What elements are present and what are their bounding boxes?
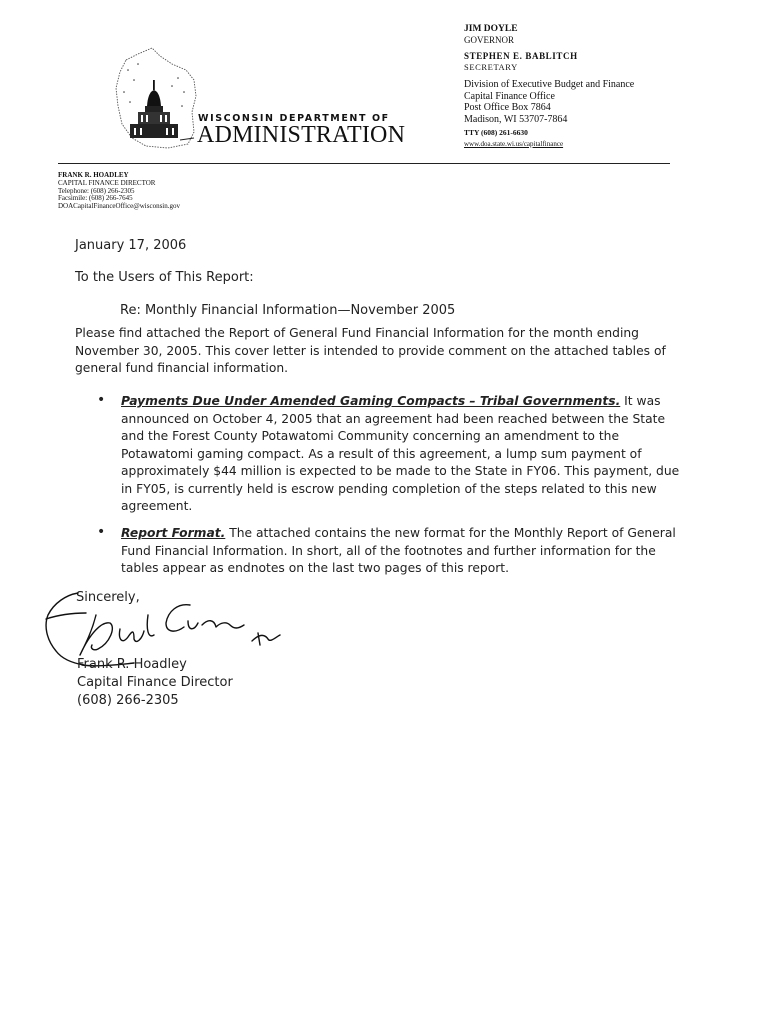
bullet-heading: Payments Due Under Amended Gaming Compacts – Tribal Governments.: [121, 394, 621, 408]
office-line: Capital Finance Office: [464, 90, 555, 102]
signer-phone: (608) 266-2305: [77, 693, 179, 708]
secretary-title: SECRETARY: [464, 61, 518, 72]
letterhead-officials: [464, 24, 764, 150]
governor-name: JIM DOYLE: [464, 24, 518, 34]
bullet-dot-icon: •: [97, 524, 106, 540]
bullet-heading: Report Format.: [121, 526, 226, 540]
bullet-item: [121, 393, 681, 516]
department-name-line2: ADMINISTRATION: [197, 122, 406, 148]
signer-name: Frank R. Hoadley: [77, 657, 187, 672]
contact-title: CAPITAL FINANCE DIRECTOR: [58, 178, 156, 187]
re-line: Re: Monthly Financial Information—November 2005: [120, 303, 456, 318]
closing: Sincerely,: [76, 590, 140, 605]
office-line: Division of Executive Budget and Finance: [464, 79, 635, 91]
bullet-text: The attached contains the new format for the Monthly Report of General Fund Financial Information. In short, all of the footnotes and further information for the tables appear as endnotes on the last two pages of this report.: [121, 526, 676, 575]
salutation: To the Users of This Report:: [75, 270, 254, 285]
bullet-text: It was announced on October 4, 2005 that an agreement had been reached between the State and the Forest County Potawatomi Community concerning an amendment to the Potawatomi gaming compact. As a result of this agreement, a lump sum payment of approximately $44 million is expected to be made to the State in FY06. This payment, due in FY05, is currently held is escrow pending completion of the steps related to this new agreement.: [121, 394, 680, 513]
secretary-name: STEPHEN E. BABLITCH: [464, 51, 578, 62]
governor-title: GOVERNOR: [464, 34, 515, 45]
intro-paragraph: Please find attached the Report of General Fund Financial Information for the month ending November 30, 2005. This cover letter is intended to provide comment on the attached tables of general fund financial information.: [75, 326, 666, 375]
letterhead-divider: [58, 163, 670, 164]
wisconsin-capitol-logo: [108, 40, 208, 152]
office-line: Post Office Box 7864: [464, 102, 551, 114]
bullet-item: [121, 525, 681, 578]
bullet-dot-icon: •: [97, 392, 106, 408]
signer-title: Capital Finance Director: [77, 675, 233, 690]
contact-telephone: Telephone: (608) 266-2305: [58, 186, 135, 195]
sender-contact-block: [58, 172, 358, 211]
letter-date: January 17, 2006: [75, 238, 187, 253]
tty-number: TTY (608) 261-6630: [464, 128, 528, 138]
contact-email[interactable]: DOACapitalFinanceOffice@wisconsin.gov: [58, 202, 180, 211]
contact-name: FRANK R. HOADLEY: [58, 171, 129, 179]
office-line: Madison, WI 53707-7864: [464, 113, 568, 125]
department-name-line1: WISCONSIN DEPARTMENT OF: [198, 113, 390, 124]
contact-facsimile: Facsimile: (608) 266-7645: [58, 194, 133, 203]
signer-block: [77, 656, 377, 710]
website-link[interactable]: www.doa.state.wi.us/capitalfinance: [464, 139, 564, 148]
